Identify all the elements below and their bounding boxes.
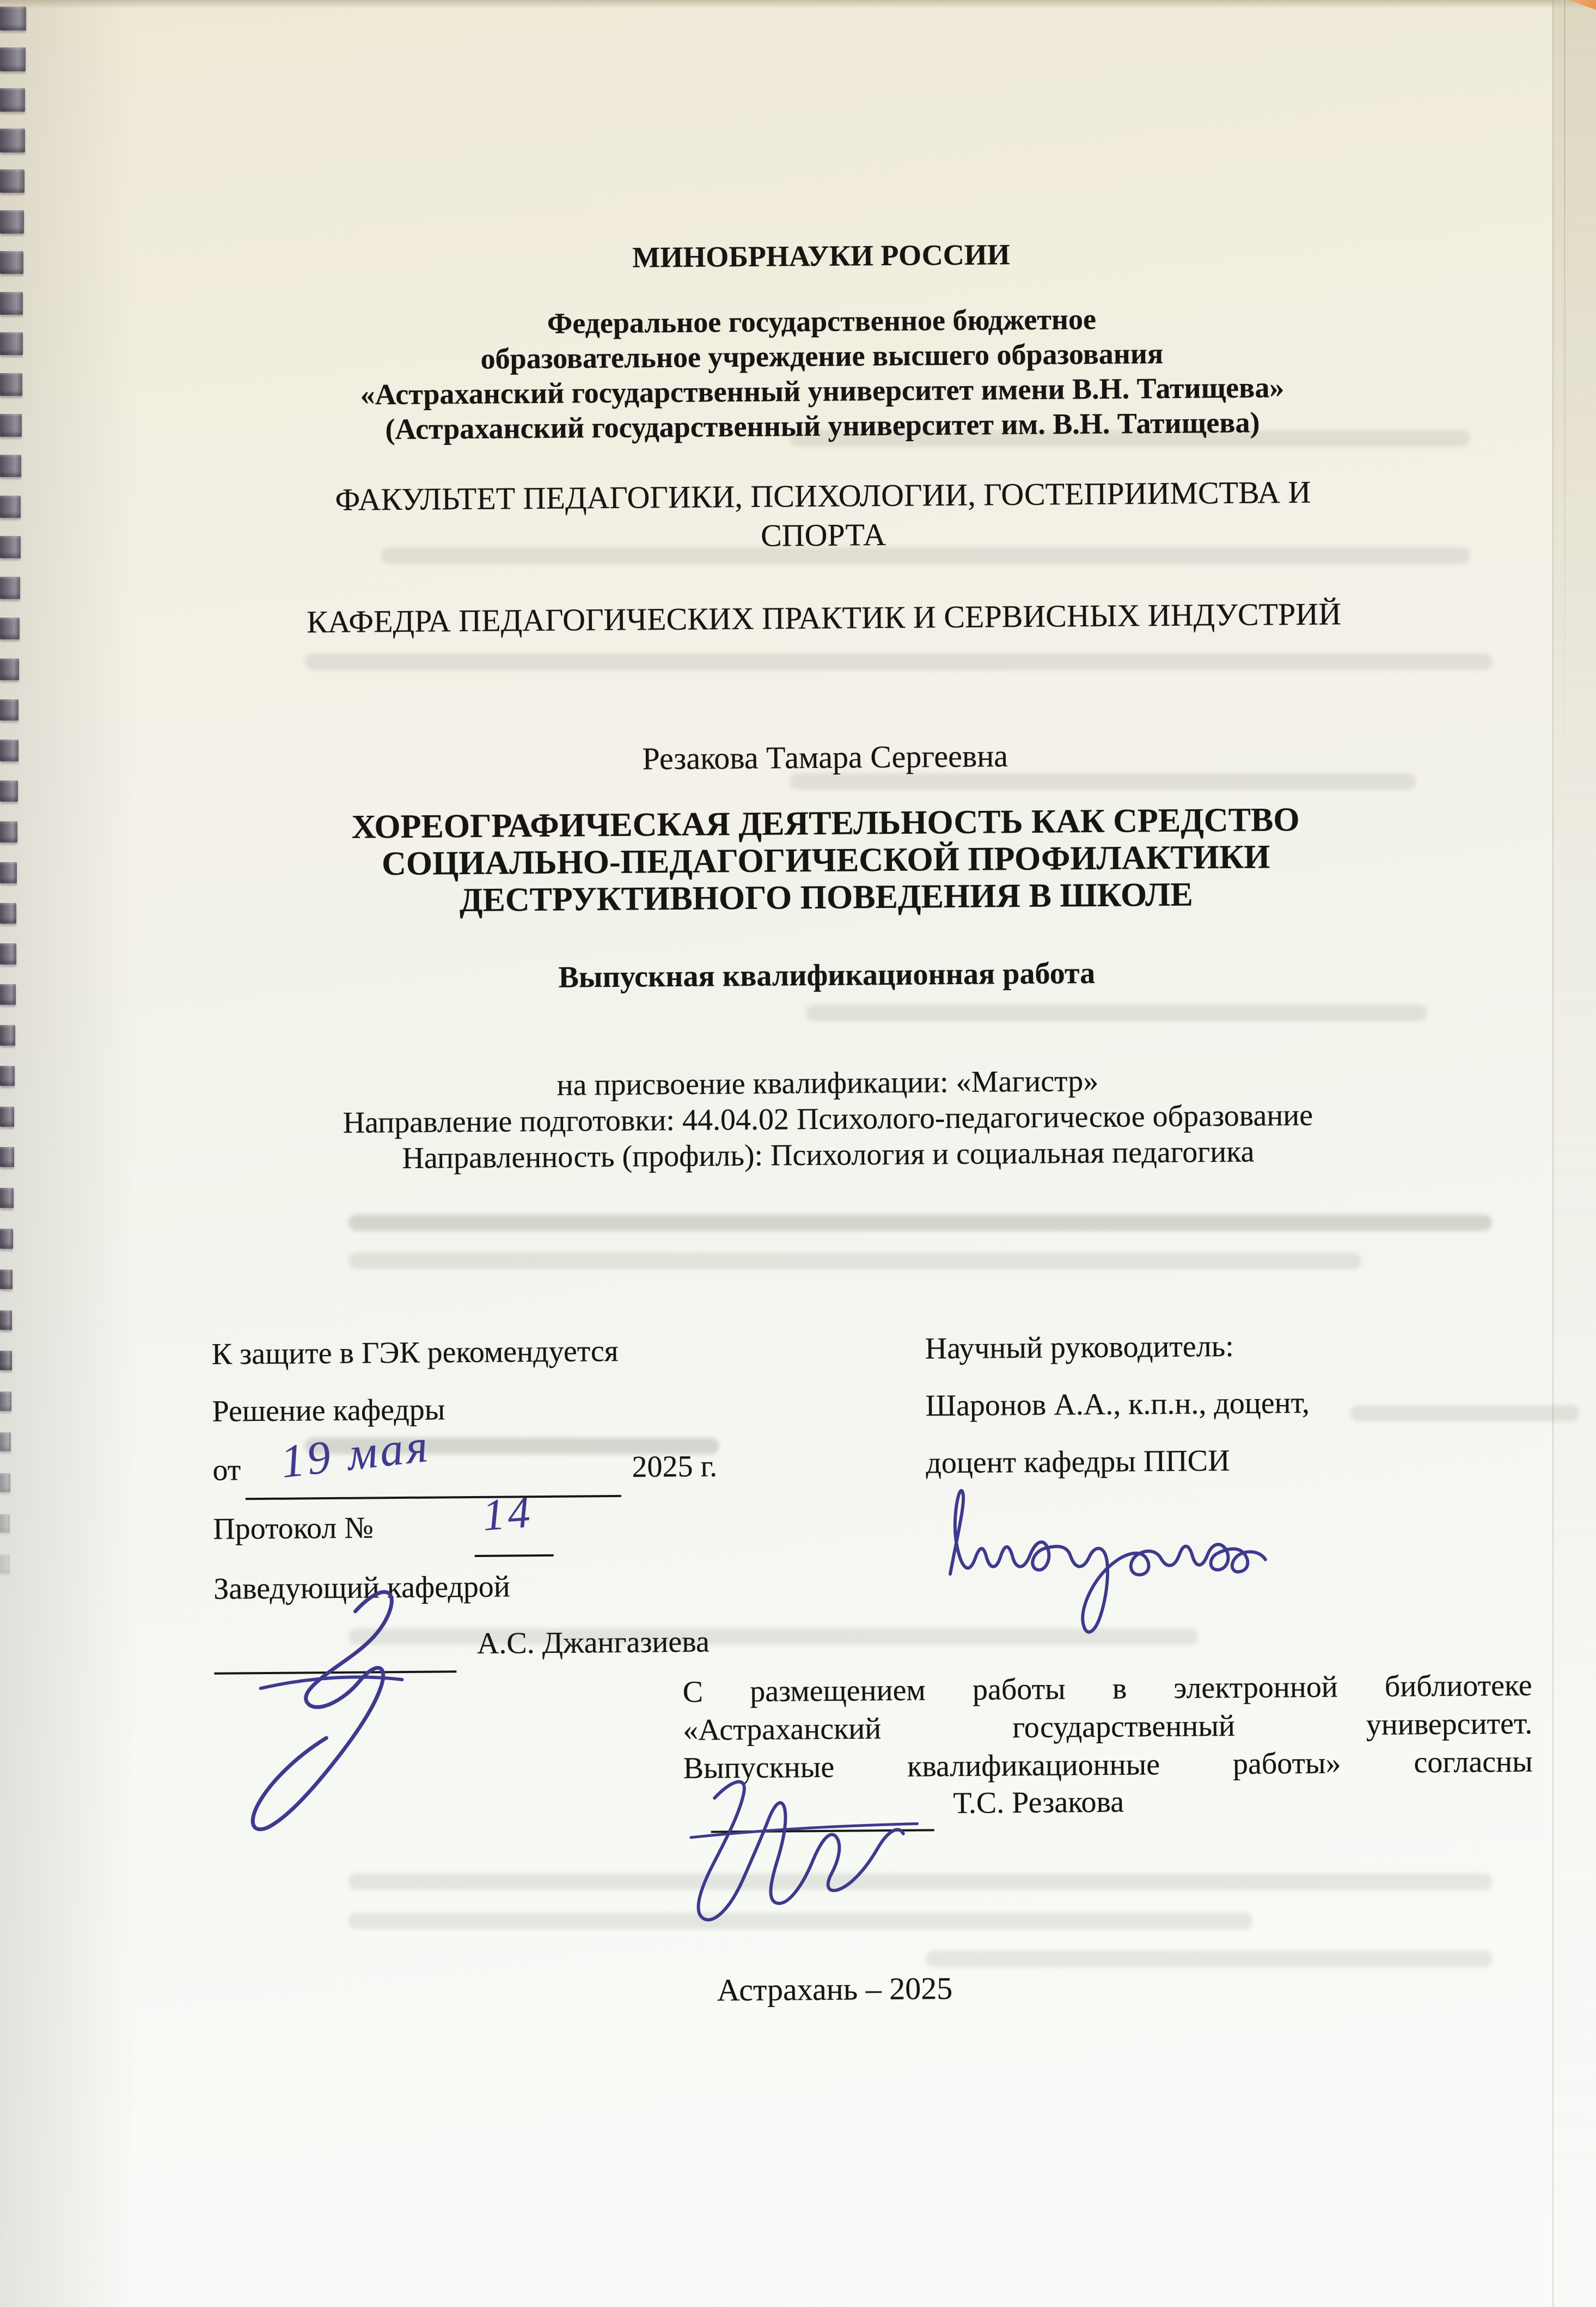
handwritten-date: 19 мая [278,1419,433,1488]
date-prefix: от [212,1453,241,1487]
head-label: Заведующий кафедрой [213,1570,511,1606]
supervisor-line-2: доцент кафедры ППСИ [926,1444,1230,1480]
thesis-title-line-1: ХОРЕОГРАФИЧЕСКАЯ ДЕЯТЕЛЬНОСТЬ КАК СРЕДСТВО [351,801,1300,846]
author-name: Резакова Тамара Сергеевна [642,738,1008,777]
faculty-line-1: ФАКУЛЬТЕТ ПЕДАГОГИКИ, ПСИХОЛОГИИ, ГОСТЕПРИИМСТВА И [335,474,1311,517]
qualification-line: на присвоение квалификации: «Магистр» [557,1064,1099,1102]
handwritten-protocol-number: 14 [480,1487,535,1540]
supervisor-label: Научный руководитель: [925,1329,1234,1366]
work-type-line: Выпускная квалификационная работа [558,956,1096,994]
institution-line-1: Федеральное государственное бюджетное [547,302,1097,340]
protocol-label: Протокол № [213,1511,374,1546]
signer-name: Т.С. Резакова [953,1785,1124,1821]
supervisor-line-1: Шаронов А.А., к.п.н., доцент, [925,1386,1310,1423]
faculty-line-2: СПОРТА [760,516,886,553]
department-line: КАФЕДРА ПЕДАГОГИЧЕСКИХ ПРАКТИК И СЕРВИСНЫХ ИНДУСТРИЙ [307,596,1342,640]
thesis-title-line-2: СОЦИАЛЬНО-ПЕДАГОГИЧЕСКОЙ ПРОФИЛАКТИКИ [381,838,1270,883]
institution-line-4: (Астраханский государственный университет им. В.Н. Татищева) [385,406,1260,446]
consent-line-1: С размещением работы в электронной библиотеке [682,1668,1532,1709]
head-name: А.С. Джангазиева [476,1625,710,1661]
institution-line-3: «Астраханский государственный университет имени В.Н. Татищева» [360,371,1285,411]
consent-line-3: Выпускные квалификационные работы» согласны [683,1744,1533,1785]
profile-line: Направленность (профиль): Психология и социальная педагогика [402,1134,1255,1175]
consent-line-2: «Астраханский государственный университет. [682,1706,1533,1747]
city-year-line: Астрахань – 2025 [717,1970,953,2008]
department-decision-line: Решение кафедры [212,1393,445,1429]
institution-line-2: образовательное учреждение высшего образования [480,337,1164,375]
date-suffix: 2025 г. [632,1449,718,1484]
thesis-title-line-3: ДЕСТРУКТИВНОГО ПОВЕДЕНИЯ В ШКОЛЕ [459,876,1193,919]
ministry-line: МИНОБРНАУКИ РОССИИ [632,238,1010,274]
gek-recommend-line: К защите в ГЭК рекомендуется [211,1334,619,1371]
program-line: Направление подготовки: 44.04.02 Психолого-педагогическое образование [343,1098,1313,1140]
